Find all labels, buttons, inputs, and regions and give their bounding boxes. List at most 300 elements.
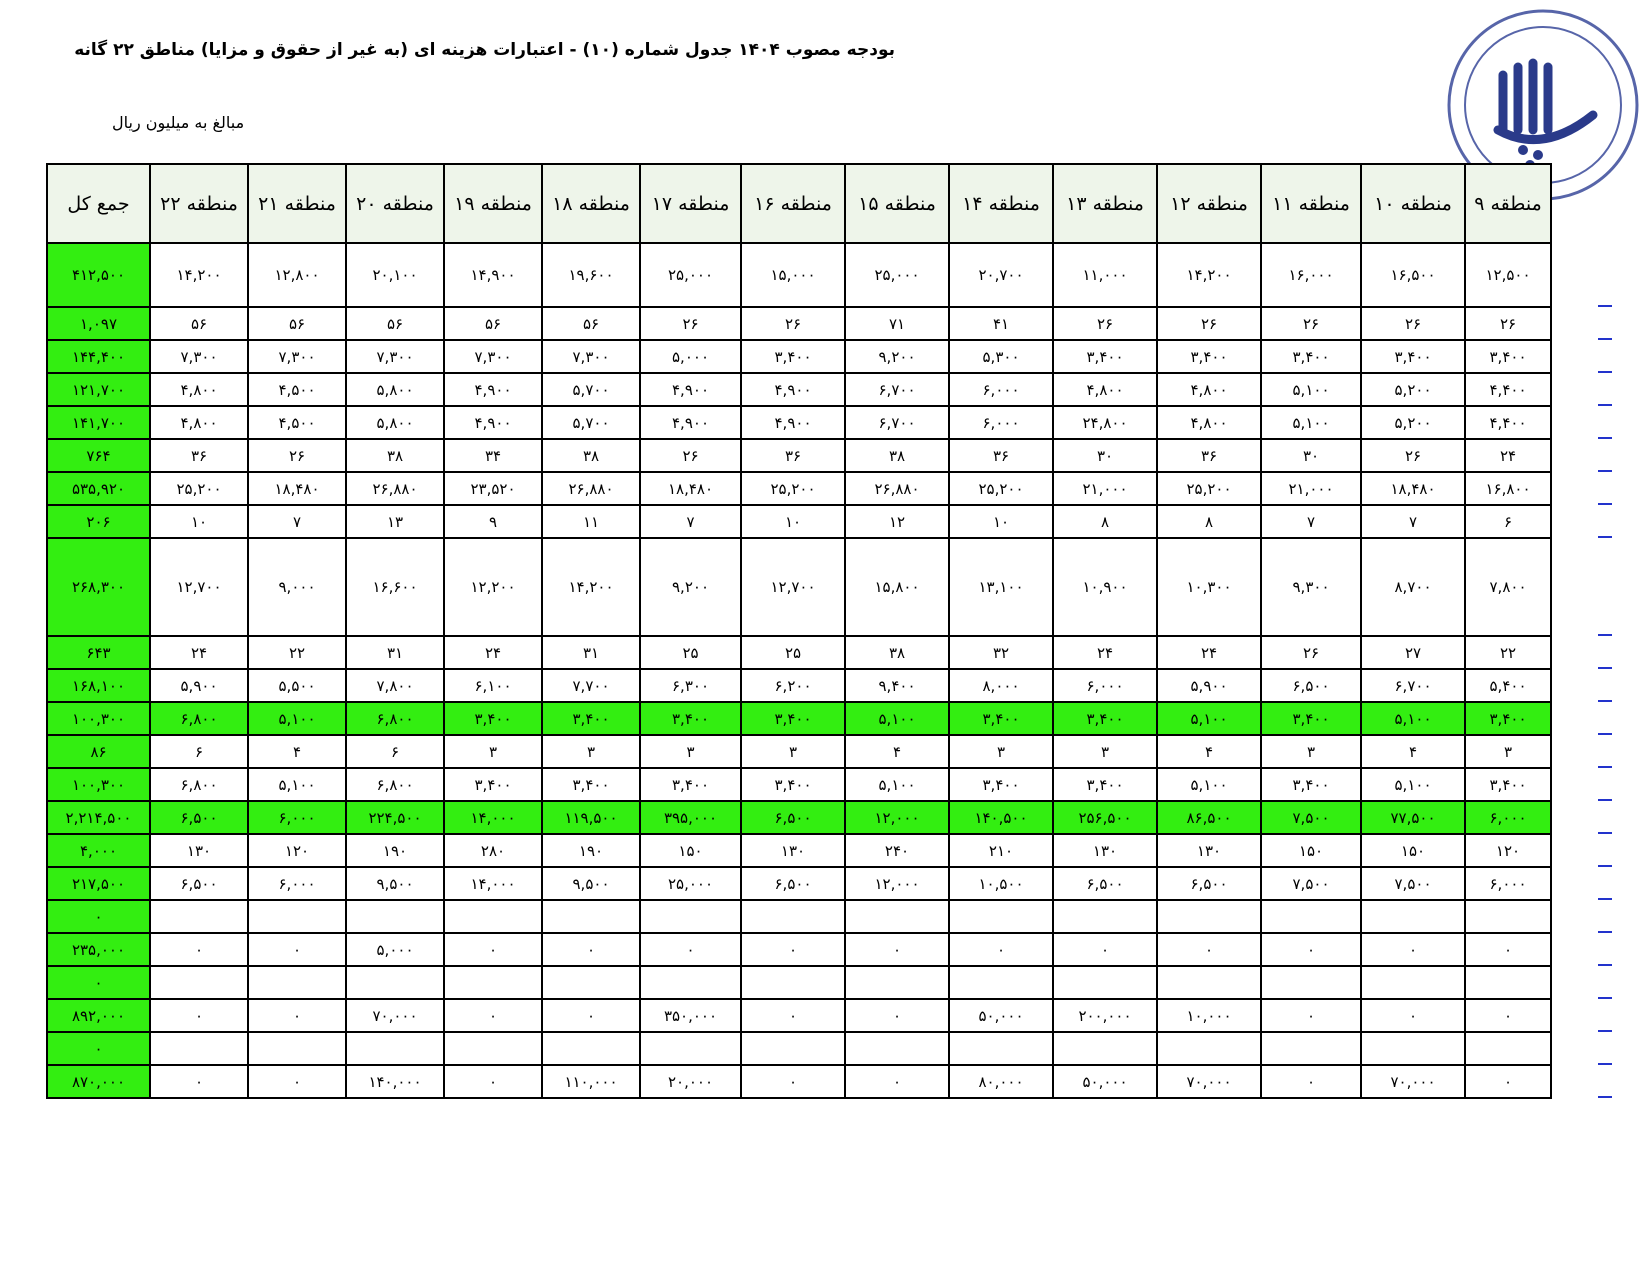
district-value-cell: ۱۱,۰۰۰ bbox=[1053, 243, 1157, 307]
district-value-cell: ۴,۵۰۰ bbox=[248, 373, 346, 406]
district-value-cell: ۱۳۰ bbox=[1053, 834, 1157, 867]
table-row bbox=[47, 768, 1551, 801]
district-value-cell: ۱۴,۰۰۰ bbox=[444, 867, 542, 900]
budget-table bbox=[46, 163, 1552, 1099]
district-value-cell: ۶,۰۰۰ bbox=[248, 867, 346, 900]
district-value-cell: ۶ bbox=[1465, 505, 1551, 538]
district-value-cell: ۶ bbox=[150, 735, 248, 768]
district-value-cell bbox=[1261, 1032, 1361, 1065]
district-value-cell: ۳,۴۰۰ bbox=[1261, 340, 1361, 373]
row-edge-mark bbox=[1598, 799, 1612, 801]
district-value-cell: ۲۲ bbox=[1465, 636, 1551, 669]
district-value-cell: ۳,۴۰۰ bbox=[640, 768, 741, 801]
header-district: منطقه ۱۶ bbox=[741, 164, 845, 243]
district-value-cell: ۱۲,۸۰۰ bbox=[248, 243, 346, 307]
district-value-cell: ۰ bbox=[542, 999, 640, 1032]
row-total-cell: ۸۶ bbox=[47, 735, 150, 768]
row-total-cell: ۸۷۰,۰۰۰ bbox=[47, 1065, 150, 1098]
row-total-cell: ۲,۲۱۴,۵۰۰ bbox=[47, 801, 150, 834]
district-value-cell: ۲۶ bbox=[1157, 307, 1261, 340]
district-value-cell: ۰ bbox=[845, 999, 949, 1032]
district-value-cell: ۵,۳۰۰ bbox=[949, 340, 1053, 373]
district-value-cell bbox=[1157, 900, 1261, 933]
district-value-cell: ۵,۲۰۰ bbox=[1361, 406, 1465, 439]
district-value-cell: ۲۵,۲۰۰ bbox=[150, 472, 248, 505]
district-value-cell: ۰ bbox=[1465, 1065, 1551, 1098]
district-value-cell: ۹,۳۰۰ bbox=[1261, 538, 1361, 636]
district-value-cell: ۶,۵۰۰ bbox=[741, 867, 845, 900]
district-value-cell bbox=[346, 1032, 444, 1065]
row-edge-mark bbox=[1598, 964, 1612, 966]
district-value-cell bbox=[248, 966, 346, 999]
district-value-cell bbox=[1157, 1032, 1261, 1065]
district-value-cell: ۲۵ bbox=[741, 636, 845, 669]
row-total-cell: ۴,۰۰۰ bbox=[47, 834, 150, 867]
district-value-cell: ۲۶ bbox=[640, 307, 741, 340]
district-value-cell bbox=[1053, 966, 1157, 999]
district-value-cell: ۳۱ bbox=[346, 636, 444, 669]
district-value-cell: ۳ bbox=[949, 735, 1053, 768]
district-value-cell: ۴,۸۰۰ bbox=[1053, 373, 1157, 406]
district-value-cell bbox=[640, 1032, 741, 1065]
district-value-cell: ۰ bbox=[845, 1065, 949, 1098]
district-value-cell: ۲۴ bbox=[150, 636, 248, 669]
district-value-cell: ۵,۵۰۰ bbox=[248, 669, 346, 702]
district-value-cell: ۵,۹۰۰ bbox=[150, 669, 248, 702]
row-edge-mark bbox=[1598, 1063, 1612, 1065]
district-value-cell: ۳ bbox=[1465, 735, 1551, 768]
district-value-cell: ۹,۰۰۰ bbox=[248, 538, 346, 636]
district-value-cell: ۲۰,۰۰۰ bbox=[640, 1065, 741, 1098]
district-value-cell: ۰ bbox=[1261, 933, 1361, 966]
row-edge-mark bbox=[1598, 634, 1612, 636]
district-value-cell: ۱۴,۲۰۰ bbox=[150, 243, 248, 307]
district-value-cell: ۳,۴۰۰ bbox=[1465, 702, 1551, 735]
district-value-cell: ۷,۸۰۰ bbox=[1465, 538, 1551, 636]
district-value-cell: ۵۶ bbox=[150, 307, 248, 340]
district-value-cell bbox=[1465, 1032, 1551, 1065]
row-total-cell: ۱۶۸,۱۰۰ bbox=[47, 669, 150, 702]
table-row bbox=[47, 933, 1551, 966]
district-value-cell: ۳,۴۰۰ bbox=[1261, 768, 1361, 801]
row-edge-mark bbox=[1598, 371, 1612, 373]
district-value-cell: ۳ bbox=[542, 735, 640, 768]
row-total-cell: ۱۲۱,۷۰۰ bbox=[47, 373, 150, 406]
district-value-cell: ۱۰ bbox=[150, 505, 248, 538]
table-row bbox=[47, 340, 1551, 373]
district-value-cell: ۱۴,۹۰۰ bbox=[444, 243, 542, 307]
district-value-cell: ۱۳۰ bbox=[741, 834, 845, 867]
row-edge-mark bbox=[1598, 1096, 1612, 1098]
district-value-cell: ۵۶ bbox=[248, 307, 346, 340]
district-value-cell: ۱۲,۷۰۰ bbox=[741, 538, 845, 636]
table-row bbox=[47, 801, 1551, 834]
district-value-cell: ۸ bbox=[1157, 505, 1261, 538]
district-value-cell: ۰ bbox=[1361, 933, 1465, 966]
district-value-cell: ۴ bbox=[1361, 735, 1465, 768]
district-value-cell: ۵,۱۰۰ bbox=[845, 702, 949, 735]
district-value-cell bbox=[741, 1032, 845, 1065]
district-value-cell: ۳,۴۰۰ bbox=[542, 768, 640, 801]
row-edge-mark bbox=[1598, 832, 1612, 834]
district-value-cell: ۴ bbox=[1157, 735, 1261, 768]
district-value-cell: ۱۲,۰۰۰ bbox=[845, 867, 949, 900]
units-note: مبالغ به میلیون ریال bbox=[112, 113, 245, 132]
district-value-cell: ۱۴۰,۰۰۰ bbox=[346, 1065, 444, 1098]
district-value-cell: ۶,۵۰۰ bbox=[150, 801, 248, 834]
district-value-cell: ۰ bbox=[741, 933, 845, 966]
district-value-cell: ۵,۸۰۰ bbox=[346, 373, 444, 406]
district-value-cell: ۶,۰۰۰ bbox=[1465, 867, 1551, 900]
district-value-cell: ۷ bbox=[1261, 505, 1361, 538]
district-value-cell bbox=[1053, 1032, 1157, 1065]
district-value-cell: ۷۰,۰۰۰ bbox=[1361, 1065, 1465, 1098]
row-edge-mark bbox=[1598, 997, 1612, 999]
district-value-cell: ۱۰,۳۰۰ bbox=[1157, 538, 1261, 636]
district-value-cell: ۰ bbox=[150, 1065, 248, 1098]
district-value-cell bbox=[1157, 966, 1261, 999]
district-value-cell: ۲۲ bbox=[248, 636, 346, 669]
district-value-cell: ۵۰,۰۰۰ bbox=[1053, 1065, 1157, 1098]
district-value-cell: ۸۶,۵۰۰ bbox=[1157, 801, 1261, 834]
district-value-cell: ۸,۰۰۰ bbox=[949, 669, 1053, 702]
district-value-cell: ۷,۳۰۰ bbox=[444, 340, 542, 373]
district-value-cell bbox=[1053, 900, 1157, 933]
district-value-cell: ۶,۵۰۰ bbox=[741, 801, 845, 834]
district-value-cell: ۵,۹۰۰ bbox=[1157, 669, 1261, 702]
district-value-cell: ۲۴ bbox=[1465, 439, 1551, 472]
district-value-cell: ۹,۲۰۰ bbox=[845, 340, 949, 373]
header-district: منطقه ۱۹ bbox=[444, 164, 542, 243]
table-row bbox=[47, 735, 1551, 768]
district-value-cell: ۱۶,۸۰۰ bbox=[1465, 472, 1551, 505]
district-value-cell: ۳۲ bbox=[949, 636, 1053, 669]
district-value-cell: ۹,۴۰۰ bbox=[845, 669, 949, 702]
row-edge-mark bbox=[1598, 700, 1612, 702]
district-value-cell: ۵۶ bbox=[444, 307, 542, 340]
district-value-cell: ۵,۷۰۰ bbox=[542, 406, 640, 439]
header-total: جمع کل bbox=[47, 164, 150, 243]
district-value-cell: ۷,۳۰۰ bbox=[248, 340, 346, 373]
district-value-cell: ۱۶,۶۰۰ bbox=[346, 538, 444, 636]
row-edge-mark bbox=[1598, 503, 1612, 505]
district-value-cell: ۱۳,۱۰۰ bbox=[949, 538, 1053, 636]
district-value-cell: ۰ bbox=[248, 1065, 346, 1098]
district-value-cell: ۵,۷۰۰ bbox=[542, 373, 640, 406]
district-value-cell: ۱۲,۰۰۰ bbox=[845, 801, 949, 834]
district-value-cell: ۰ bbox=[1053, 933, 1157, 966]
district-value-cell: ۵,۱۰۰ bbox=[1261, 373, 1361, 406]
district-value-cell: ۲۶ bbox=[1053, 307, 1157, 340]
district-value-cell: ۲۶ bbox=[1361, 307, 1465, 340]
row-total-cell: ۲۰۶ bbox=[47, 505, 150, 538]
district-value-cell: ۱۰,۹۰۰ bbox=[1053, 538, 1157, 636]
district-value-cell: ۱۹۰ bbox=[542, 834, 640, 867]
district-value-cell: ۲۳,۵۲۰ bbox=[444, 472, 542, 505]
district-value-cell: ۶,۵۰۰ bbox=[1053, 867, 1157, 900]
district-value-cell: ۳۴ bbox=[444, 439, 542, 472]
header-district: منطقه ۱۵ bbox=[845, 164, 949, 243]
district-value-cell: ۳۸ bbox=[346, 439, 444, 472]
district-value-cell: ۵,۲۰۰ bbox=[1361, 373, 1465, 406]
district-value-cell: ۶,۰۰۰ bbox=[1053, 669, 1157, 702]
district-value-cell: ۳,۴۰۰ bbox=[542, 702, 640, 735]
district-value-cell: ۳۱ bbox=[542, 636, 640, 669]
header-district: منطقه ۲۱ bbox=[248, 164, 346, 243]
district-value-cell: ۲۵,۰۰۰ bbox=[640, 243, 741, 307]
district-value-cell: ۳,۴۰۰ bbox=[1053, 702, 1157, 735]
district-value-cell: ۵,۱۰۰ bbox=[845, 768, 949, 801]
district-value-cell: ۲۵ bbox=[640, 636, 741, 669]
district-value-cell bbox=[542, 900, 640, 933]
district-value-cell: ۲۵,۰۰۰ bbox=[845, 243, 949, 307]
district-value-cell: ۱۱۹,۵۰۰ bbox=[542, 801, 640, 834]
table-body bbox=[47, 243, 1551, 1098]
district-value-cell: ۳۶ bbox=[949, 439, 1053, 472]
district-value-cell: ۳,۴۰۰ bbox=[1157, 340, 1261, 373]
district-value-cell: ۴,۴۰۰ bbox=[1465, 373, 1551, 406]
district-value-cell: ۱۲۰ bbox=[1465, 834, 1551, 867]
district-value-cell: ۰ bbox=[1465, 999, 1551, 1032]
district-value-cell: ۷۰,۰۰۰ bbox=[1157, 1065, 1261, 1098]
district-value-cell bbox=[346, 900, 444, 933]
district-value-cell: ۰ bbox=[248, 999, 346, 1032]
table-row bbox=[47, 472, 1551, 505]
district-value-cell: ۳ bbox=[640, 735, 741, 768]
district-value-cell bbox=[346, 966, 444, 999]
row-total-cell: ۱,۰۹۷ bbox=[47, 307, 150, 340]
district-value-cell: ۴,۸۰۰ bbox=[1157, 373, 1261, 406]
district-value-cell bbox=[640, 900, 741, 933]
district-value-cell: ۲۵,۲۰۰ bbox=[949, 472, 1053, 505]
district-value-cell: ۱۸,۴۸۰ bbox=[1361, 472, 1465, 505]
district-value-cell: ۲۵,۰۰۰ bbox=[640, 867, 741, 900]
district-value-cell: ۵,۱۰۰ bbox=[248, 702, 346, 735]
district-value-cell bbox=[150, 900, 248, 933]
district-value-cell: ۶,۸۰۰ bbox=[150, 768, 248, 801]
table-row bbox=[47, 1032, 1551, 1065]
row-edge-mark bbox=[1598, 470, 1612, 472]
header-district: منطقه ۱۲ bbox=[1157, 164, 1261, 243]
row-edge-mark bbox=[1598, 437, 1612, 439]
district-value-cell bbox=[444, 966, 542, 999]
district-value-cell bbox=[248, 1032, 346, 1065]
district-value-cell: ۳۶ bbox=[741, 439, 845, 472]
district-value-cell: ۰ bbox=[1465, 933, 1551, 966]
row-total-cell: ۱۴۴,۴۰۰ bbox=[47, 340, 150, 373]
district-value-cell: ۶,۸۰۰ bbox=[150, 702, 248, 735]
district-value-cell bbox=[444, 1032, 542, 1065]
row-total-cell: ۸۹۲,۰۰۰ bbox=[47, 999, 150, 1032]
district-value-cell: ۲۴ bbox=[444, 636, 542, 669]
district-value-cell bbox=[845, 900, 949, 933]
district-value-cell: ۴,۴۰۰ bbox=[1465, 406, 1551, 439]
district-value-cell: ۳,۴۰۰ bbox=[444, 768, 542, 801]
district-value-cell bbox=[1465, 900, 1551, 933]
header-district: منطقه ۱۸ bbox=[542, 164, 640, 243]
district-value-cell bbox=[640, 966, 741, 999]
district-value-cell: ۰ bbox=[741, 1065, 845, 1098]
district-value-cell: ۱۵۰ bbox=[640, 834, 741, 867]
district-value-cell: ۲۴۰ bbox=[845, 834, 949, 867]
table-row bbox=[47, 900, 1551, 933]
district-value-cell: ۳۰ bbox=[1261, 439, 1361, 472]
district-value-cell: ۲۶ bbox=[248, 439, 346, 472]
district-value-cell: ۳,۴۰۰ bbox=[444, 702, 542, 735]
district-value-cell: ۱۶,۰۰۰ bbox=[1261, 243, 1361, 307]
district-value-cell: ۳,۴۰۰ bbox=[640, 702, 741, 735]
district-value-cell: ۱۴,۲۰۰ bbox=[1157, 243, 1261, 307]
district-value-cell: ۱۵۰ bbox=[1261, 834, 1361, 867]
district-value-cell: ۳,۴۰۰ bbox=[949, 768, 1053, 801]
district-value-cell: ۳,۴۰۰ bbox=[1465, 768, 1551, 801]
header-district: منطقه ۱۱ bbox=[1261, 164, 1361, 243]
district-value-cell: ۲۷ bbox=[1361, 636, 1465, 669]
district-value-cell: ۳۵۰,۰۰۰ bbox=[640, 999, 741, 1032]
table-row bbox=[47, 373, 1551, 406]
district-value-cell: ۴,۹۰۰ bbox=[741, 373, 845, 406]
district-value-cell: ۲۱,۰۰۰ bbox=[1261, 472, 1361, 505]
district-value-cell: ۹,۵۰۰ bbox=[542, 867, 640, 900]
row-total-cell: ۰ bbox=[47, 900, 150, 933]
header-district: منطقه ۱۴ bbox=[949, 164, 1053, 243]
district-value-cell: ۴,۵۰۰ bbox=[248, 406, 346, 439]
row-edge-mark bbox=[1598, 733, 1612, 735]
district-value-cell: ۲۴,۸۰۰ bbox=[1053, 406, 1157, 439]
district-value-cell: ۱۰ bbox=[949, 505, 1053, 538]
district-value-cell: ۰ bbox=[444, 1065, 542, 1098]
table-row bbox=[47, 669, 1551, 702]
district-value-cell: ۴,۹۰۰ bbox=[640, 373, 741, 406]
district-value-cell: ۶ bbox=[346, 735, 444, 768]
district-value-cell: ۱۴۰,۵۰۰ bbox=[949, 801, 1053, 834]
district-value-cell: ۷ bbox=[640, 505, 741, 538]
district-value-cell: ۲۰,۷۰۰ bbox=[949, 243, 1053, 307]
district-value-cell: ۷,۵۰۰ bbox=[1261, 867, 1361, 900]
district-value-cell: ۰ bbox=[150, 999, 248, 1032]
table-row bbox=[47, 867, 1551, 900]
district-value-cell: ۲۱۰ bbox=[949, 834, 1053, 867]
district-value-cell: ۱۱۰,۰۰۰ bbox=[542, 1065, 640, 1098]
header-district: منطقه ۱۰ bbox=[1361, 164, 1465, 243]
row-edge-mark bbox=[1598, 931, 1612, 933]
district-value-cell: ۲۶ bbox=[1361, 439, 1465, 472]
district-value-cell: ۵,۸۰۰ bbox=[346, 406, 444, 439]
district-value-cell: ۱۶,۵۰۰ bbox=[1361, 243, 1465, 307]
district-value-cell bbox=[1261, 900, 1361, 933]
district-value-cell: ۲۲۴,۵۰۰ bbox=[346, 801, 444, 834]
district-value-cell bbox=[1465, 966, 1551, 999]
district-value-cell: ۵,۰۰۰ bbox=[346, 933, 444, 966]
district-value-cell: ۴,۸۰۰ bbox=[1157, 406, 1261, 439]
district-value-cell: ۲۰۰,۰۰۰ bbox=[1053, 999, 1157, 1032]
district-value-cell: ۶,۷۰۰ bbox=[845, 406, 949, 439]
district-value-cell: ۲۶ bbox=[640, 439, 741, 472]
district-value-cell: ۳۸ bbox=[845, 636, 949, 669]
district-value-cell: ۶,۰۰۰ bbox=[949, 373, 1053, 406]
district-value-cell: ۱۳۰ bbox=[150, 834, 248, 867]
district-value-cell: ۷۱ bbox=[845, 307, 949, 340]
row-edge-mark bbox=[1598, 898, 1612, 900]
table-row bbox=[47, 243, 1551, 307]
district-value-cell: ۹ bbox=[444, 505, 542, 538]
row-total-cell: ۲۳۵,۰۰۰ bbox=[47, 933, 150, 966]
header-district: منطقه ۲۰ bbox=[346, 164, 444, 243]
district-value-cell: ۵,۴۰۰ bbox=[1465, 669, 1551, 702]
district-value-cell: ۵۶ bbox=[346, 307, 444, 340]
district-value-cell: ۲۵,۲۰۰ bbox=[741, 472, 845, 505]
district-value-cell: ۱۹۰ bbox=[346, 834, 444, 867]
district-value-cell: ۲۶,۸۸۰ bbox=[845, 472, 949, 505]
table-row bbox=[47, 538, 1551, 636]
district-value-cell: ۴,۹۰۰ bbox=[640, 406, 741, 439]
district-value-cell: ۲۶ bbox=[1261, 307, 1361, 340]
district-value-cell: ۵,۱۰۰ bbox=[1361, 702, 1465, 735]
district-value-cell: ۵,۰۰۰ bbox=[640, 340, 741, 373]
district-value-cell: ۷,۳۰۰ bbox=[150, 340, 248, 373]
row-total-cell: ۱۴۱,۷۰۰ bbox=[47, 406, 150, 439]
district-value-cell: ۶,۸۰۰ bbox=[346, 702, 444, 735]
district-value-cell: ۵۶ bbox=[542, 307, 640, 340]
district-value-cell: ۰ bbox=[444, 933, 542, 966]
district-value-cell: ۳,۴۰۰ bbox=[741, 702, 845, 735]
district-value-cell bbox=[444, 900, 542, 933]
district-value-cell: ۳,۴۰۰ bbox=[1053, 340, 1157, 373]
district-value-cell: ۱۲,۷۰۰ bbox=[150, 538, 248, 636]
district-value-cell bbox=[845, 1032, 949, 1065]
district-value-cell: ۱۲,۲۰۰ bbox=[444, 538, 542, 636]
district-value-cell: ۰ bbox=[845, 933, 949, 966]
district-value-cell bbox=[845, 966, 949, 999]
district-value-cell: ۰ bbox=[640, 933, 741, 966]
district-value-cell: ۶,۷۰۰ bbox=[845, 373, 949, 406]
district-value-cell: ۴,۹۰۰ bbox=[444, 406, 542, 439]
row-total-cell: ۲۶۸,۳۰۰ bbox=[47, 538, 150, 636]
district-value-cell bbox=[741, 900, 845, 933]
district-value-cell: ۷ bbox=[248, 505, 346, 538]
district-value-cell: ۱۳ bbox=[346, 505, 444, 538]
table-row bbox=[47, 1065, 1551, 1098]
district-value-cell: ۳۹۵,۰۰۰ bbox=[640, 801, 741, 834]
district-value-cell: ۱۰,۰۰۰ bbox=[1157, 999, 1261, 1032]
row-edge-mark bbox=[1598, 338, 1612, 340]
district-value-cell: ۱۸,۴۸۰ bbox=[640, 472, 741, 505]
row-total-cell: ۴۱۲,۵۰۰ bbox=[47, 243, 150, 307]
district-value-cell: ۵,۱۰۰ bbox=[1157, 702, 1261, 735]
district-value-cell: ۶,۰۰۰ bbox=[248, 801, 346, 834]
district-value-cell: ۸ bbox=[1053, 505, 1157, 538]
district-value-cell: ۴ bbox=[845, 735, 949, 768]
district-value-cell: ۷,۳۰۰ bbox=[346, 340, 444, 373]
row-total-cell: ۶۴۳ bbox=[47, 636, 150, 669]
district-value-cell: ۹,۲۰۰ bbox=[640, 538, 741, 636]
district-value-cell: ۳,۴۰۰ bbox=[741, 340, 845, 373]
district-value-cell: ۱۵,۰۰۰ bbox=[741, 243, 845, 307]
district-value-cell: ۷,۸۰۰ bbox=[346, 669, 444, 702]
district-value-cell: ۳ bbox=[1261, 735, 1361, 768]
row-edge-mark bbox=[1598, 1030, 1612, 1032]
district-value-cell: ۰ bbox=[1261, 999, 1361, 1032]
district-value-cell: ۵,۱۰۰ bbox=[1157, 768, 1261, 801]
district-value-cell: ۷ bbox=[1361, 505, 1465, 538]
district-value-cell: ۰ bbox=[1157, 933, 1261, 966]
district-value-cell: ۳۰ bbox=[1053, 439, 1157, 472]
district-value-cell: ۹,۵۰۰ bbox=[346, 867, 444, 900]
district-value-cell: ۵,۱۰۰ bbox=[248, 768, 346, 801]
table-row bbox=[47, 702, 1551, 735]
table-row bbox=[47, 966, 1551, 999]
table-row bbox=[47, 999, 1551, 1032]
